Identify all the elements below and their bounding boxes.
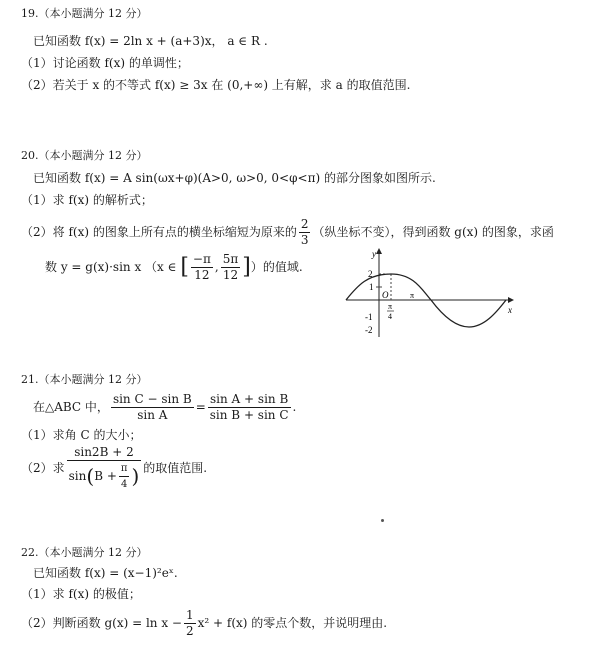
q21-stem-text: 在△ABC 中， <box>33 400 109 414</box>
x-tick-pi-over-4-den: 4 <box>388 312 392 321</box>
q21-den-lparen: ( <box>86 464 95 488</box>
q21-frac2-den: sin B + sin C <box>209 408 289 422</box>
q21-period: . <box>292 400 297 414</box>
q21-frac1-den: sin A <box>137 408 168 422</box>
q21-den-rparen: ) <box>131 464 140 488</box>
y-tick-2: 2 <box>368 269 373 279</box>
x-axis-arrow <box>508 297 514 303</box>
q21-den-pi-over-4 <box>119 461 130 492</box>
q22-part2-text-b: x² + f(x) 的零点个数，并说明理由. <box>197 616 388 630</box>
q21-equals: = <box>195 400 206 414</box>
q20-right-bracket: ] <box>242 254 251 280</box>
q21-part2-fraction <box>67 445 142 492</box>
y-tick-m2: -2 <box>365 325 373 335</box>
q20-interval-right-den: 12 <box>222 268 239 282</box>
q22-stem: 已知函数 f(x) = (x−1)²eˣ. <box>33 566 178 580</box>
q21-stem <box>33 392 296 423</box>
q20-frac-den: 3 <box>300 233 309 247</box>
q19-header: 19.（本小题满分 12 分） <box>21 7 148 20</box>
q20-interval-right-num: 5π <box>222 252 239 266</box>
x-tick-pi-over-4-num: π <box>388 302 393 311</box>
q19-part2: （2）若关于 x 的不等式 f(x) ≥ 3x 在 (0,+∞) 上有解，求 a 的取值范围. <box>21 78 411 92</box>
q20-part2-line1 <box>21 217 554 248</box>
x-axis-label: x <box>508 305 512 315</box>
q20-part2-line2: 数 y = g(x)·sin x （x ∈ [ $\frac{-\pi}{12}$ , $\frac{5\pi}{12}$ ]）的值域. <box>45 252 303 282</box>
q21-part2-text-a: （2）求 <box>21 461 65 475</box>
q20-interval-left-num: −π <box>192 252 211 266</box>
q20-part2-text-a: （2）将 f(x) 的图象上所有点的横坐标缩短为原来的 <box>21 225 297 239</box>
y-tick-1: 1 <box>369 282 374 292</box>
q20-interval-right <box>221 252 241 283</box>
q20-interval-left-den: 12 <box>194 268 210 282</box>
q21-den-b: B + <box>94 469 117 483</box>
q19-stem: 已知函数 f(x) = 2ln x + (a+3)x， a ∈ R . <box>33 34 268 48</box>
q20-part2-text-b: （纵坐标不变），得到函数 g(x) 的图象，求函 <box>312 225 554 239</box>
q21-part2-den <box>67 461 142 492</box>
q22-frac-num: 1 <box>185 608 194 622</box>
q19-part1: （1）讨论函数 f(x) 的单调性； <box>21 56 189 70</box>
q21-header: 21.（本小题满分 12 分） <box>21 373 148 386</box>
q21-den-pi: π <box>119 461 130 477</box>
q21-fraction-2 <box>208 392 291 423</box>
y-tick-m1: -1 <box>365 312 373 322</box>
q20-sine-graph <box>336 245 516 340</box>
q22-part1: （1）求 f(x) 的极值； <box>21 587 141 601</box>
q20-frac-num: 2 <box>300 217 309 231</box>
q22-part2-text-a: （2）判断函数 g(x) = ln x − <box>21 616 182 630</box>
q20-part2-text-c: 数 y = g(x)·sin x （x ∈ <box>45 260 177 274</box>
q20-left-bracket: [ <box>180 254 189 280</box>
q21-part1: （1）求角 C 的大小； <box>21 428 142 442</box>
y-axis-arrow <box>376 248 382 254</box>
q20-part2-text-d: ）的值域. <box>250 260 303 274</box>
q22-fraction-half <box>184 608 196 639</box>
q21-part2-text-b: 的取值范围. <box>143 461 208 475</box>
q21-part2 <box>21 445 207 492</box>
origin-label: O <box>382 290 389 300</box>
q21-den-4: 4 <box>120 479 128 490</box>
q20-stem: 已知函数 f(x) = A sin(ωx+φ)(A>0, ω>0, 0<φ<π) 的部分图象如图所示. <box>33 171 436 185</box>
q21-frac2-num: sin A + sin B <box>208 392 291 408</box>
y-axis-label: y <box>372 249 376 259</box>
q22-frac-den: 2 <box>185 624 194 638</box>
q20-fraction-two-thirds <box>299 217 311 248</box>
q21-fraction-1 <box>111 392 194 423</box>
q22-header: 22.（本小题满分 12 分） <box>21 546 148 559</box>
q21-frac1-num: sin C − sin B <box>112 392 192 406</box>
x-tick-pi: π <box>410 291 415 300</box>
q20-interval-left <box>191 252 213 283</box>
q20-part1: （1）求 f(x) 的解析式； <box>21 193 153 207</box>
q20-header: 20.（本小题满分 12 分） <box>21 149 148 162</box>
q21-den-sin: sin <box>68 469 87 483</box>
q21-part2-num: sin2B + 2 <box>67 445 142 461</box>
stray-dot <box>381 519 384 522</box>
q22-part2 <box>21 608 387 639</box>
